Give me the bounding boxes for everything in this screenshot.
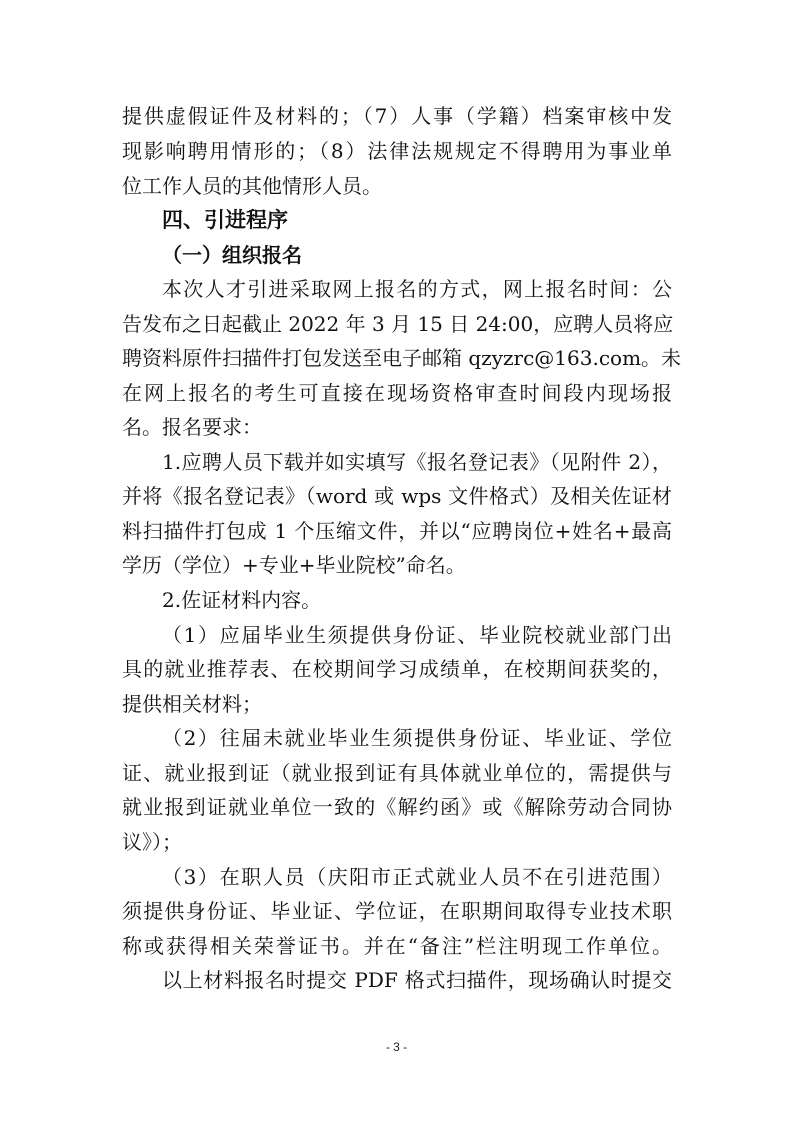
subsection-heading: （一）组织报名 (162, 243, 302, 267)
body-line: 学历（学位）+专业+毕业院校”命名。 (122, 553, 466, 577)
body-line: 并将《报名登记表》（word 或 wps 文件格式）及相关佐证材 (122, 484, 672, 508)
body-line: 提供虚假证件及材料的；（7）人事（学籍）档案审核中发 (122, 104, 672, 128)
body-line: 称或获得相关荣誉证书。并在“备注”栏注明现工作单位。 (122, 934, 672, 958)
body-line: 本次人才引进采取网上报名的方式，网上报名时间：公 (162, 277, 672, 301)
body-line: 在网上报名的考生可直接在现场资格审查时间段内现场报 (122, 381, 672, 405)
body-line: 就业报到证就业单位一致的《解约函》或《解除劳动合同协 (122, 795, 672, 819)
body-line: 位工作人员的其他情形人员。 (122, 174, 382, 198)
page-number: - 3 - (385, 1040, 408, 1054)
body-line: 名。报名要求： (122, 415, 262, 439)
body-line: 证、就业报到证（就业报到证有具体就业单位的，需提供与 (122, 761, 672, 785)
body-line: 聘资料原件扫描件打包发送至电子邮箱 qzyzrc@163.com。未 (122, 346, 682, 370)
body-line: （2）往届未就业毕业生须提供身份证、毕业证、学位 (162, 726, 672, 750)
body-line: （3）在职人员（庆阳市正式就业人员不在引进范围） (162, 865, 672, 889)
body-line: 具的就业推荐表、在校期间学习成绩单，在校期间获奖的， (122, 657, 672, 681)
body-line: 料扫描件打包成 1 个压缩文件，并以“应聘岗位+姓名+最高 (122, 519, 672, 543)
body-line: 告发布之日起截止 2022 年 3 月 15 日 24:00，应聘人员将应 (122, 312, 674, 336)
body-line: 提供相关材料； (122, 692, 262, 716)
body-line: （1）应届毕业生须提供身份证、毕业院校就业部门出 (162, 623, 672, 647)
body-line: 以上材料报名时提交 PDF 格式扫描件，现场确认时提交 (162, 968, 672, 992)
body-line: 2.佐证材料内容。 (162, 588, 322, 612)
body-line: 1.应聘人员下载并如实填写《报名登记表》（见附件 2）， (162, 450, 672, 474)
body-line: 须提供身份证、毕业证、学位证，在职期间取得专业技术职 (122, 899, 672, 923)
body-line: 现影响聘用情形的；（8）法律法规规定不得聘用为事业单 (122, 139, 672, 163)
body-line: 议》）； (122, 830, 182, 854)
section-heading: 四、引进程序 (162, 208, 288, 232)
